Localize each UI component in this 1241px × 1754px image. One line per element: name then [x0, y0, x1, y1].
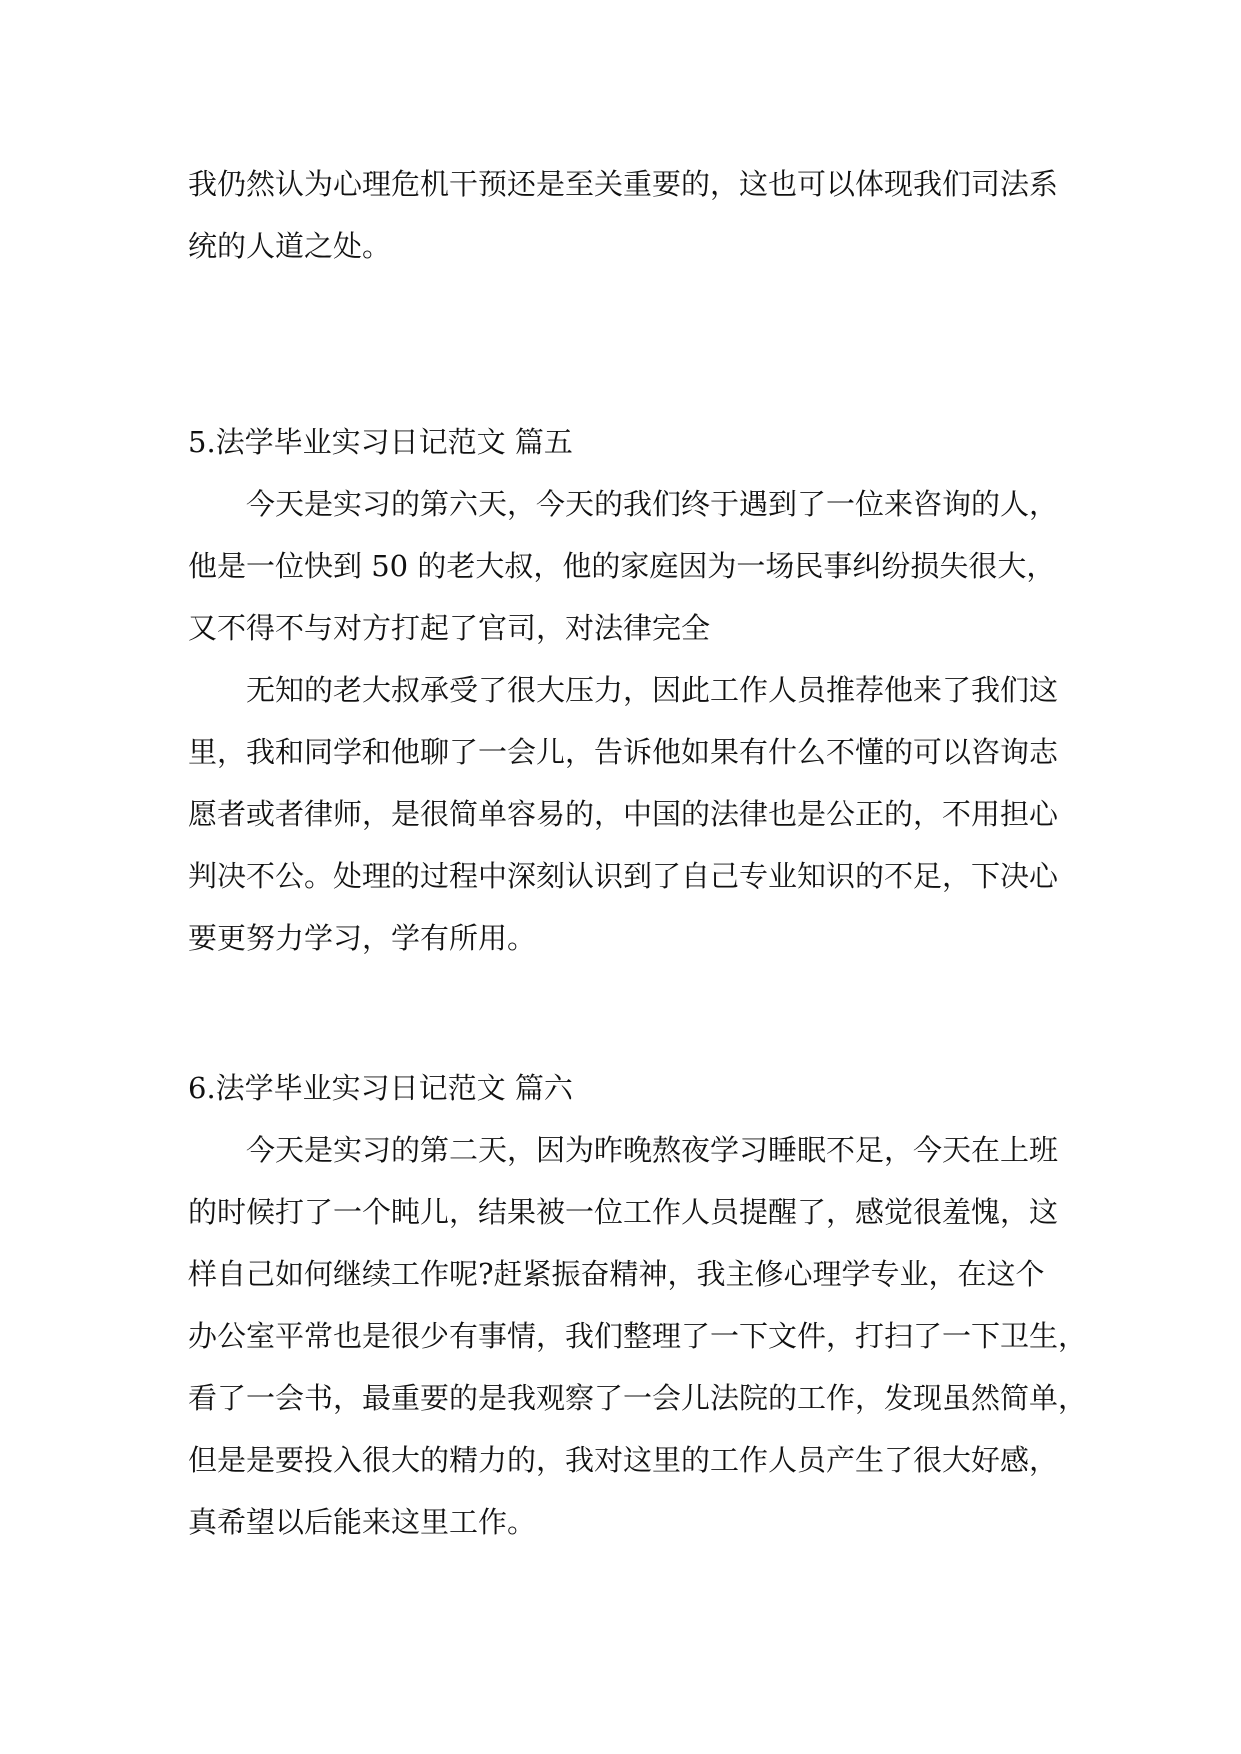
text-line: 办公室平常也是很少有事情，我们整理了一下文件，打扫了一下卫生， [188, 1319, 1088, 1353]
text-line: 愿者或者律师，是很简单容易的，中国的法律也是公正的，不用担心 [188, 797, 1059, 831]
text-line: 判决不公。处理的过程中深刻认识到了自己专业知识的不足，下决心 [188, 859, 1059, 893]
section-heading: 5.法学毕业实习日记范文 篇五 [188, 425, 573, 459]
text-line: 的时候打了一个盹儿，结果被一位工作人员提醒了，感觉很羞愧，这 [188, 1195, 1059, 1229]
text-line: 他是一位快到 50 的老大叔，他的家庭因为一场民事纠纷损失很大， [188, 549, 1056, 583]
text-line: 真希望以后能来这里工作。 [188, 1505, 537, 1539]
text-line: 要更努力学习，学有所用。 [188, 921, 537, 955]
text-line: 看了一会书，最重要的是我观察了一会儿法院的工作，发现虽然简单， [188, 1381, 1088, 1415]
text-line: 我仍然认为心理危机干预还是至关重要的，这也可以体现我们司法系 [188, 167, 1059, 201]
text-line: 又不得不与对方打起了官司，对法律完全 [188, 611, 711, 645]
text-line: 统的人道之处。 [188, 229, 392, 263]
text-line: 今天是实习的第六天，今天的我们终于遇到了一位来咨询的人， [246, 487, 1059, 521]
text-line: 样自己如何继续工作呢?赶紧振奋精神，我主修心理学专业，在这个 [188, 1257, 1045, 1291]
text-line: 里，我和同学和他聊了一会儿，告诉他如果有什么不懂的可以咨询志 [188, 735, 1059, 769]
text-line: 今天是实习的第二天，因为昨晚熬夜学习睡眠不足，今天在上班 [246, 1133, 1059, 1167]
section-heading: 6.法学毕业实习日记范文 篇六 [188, 1071, 573, 1105]
text-line: 无知的老大叔承受了很大压力，因此工作人员推荐他来了我们这 [246, 673, 1059, 707]
text-line: 但是是要投入很大的精力的，我对这里的工作人员产生了很大好感， [188, 1443, 1059, 1477]
